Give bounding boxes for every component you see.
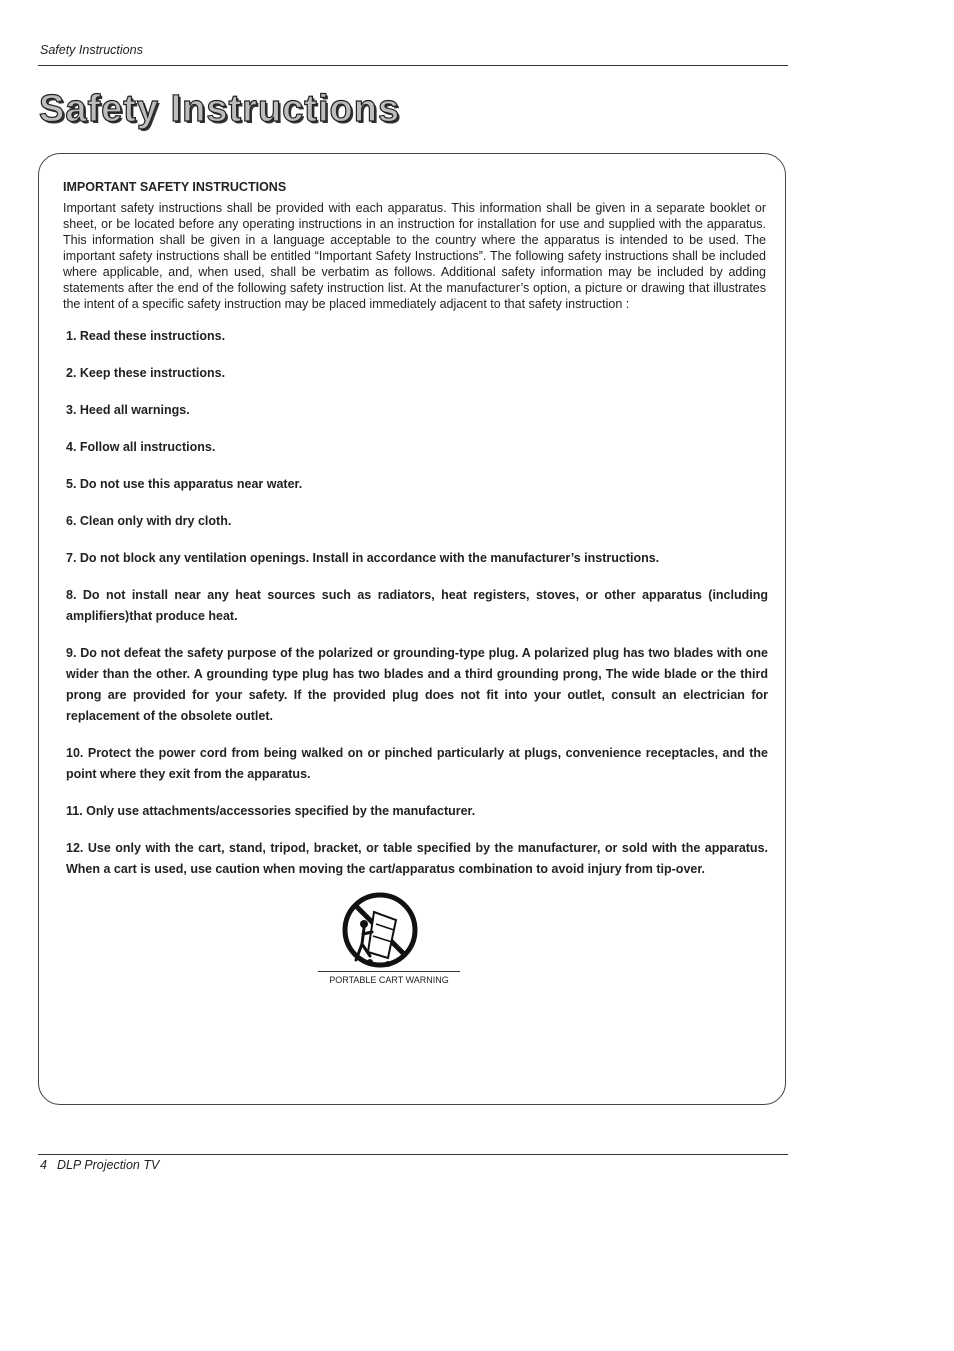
instruction-item: 8. Do not install near any heat sources such as radiators, heat registers, stoves, or other apparatus (including amplifiers)that produce heat. [66,588,768,623]
footer-divider [38,1154,788,1155]
intro-paragraph: Important safety instructions shall be provided with each apparatus. This information shall be given in a separate booklet or sheet, or be located before any operating instructions in an instruction for installation for use and supplied with the apparatus. This information shall be given in a language acceptable to the country where the apparatus is intended to be used. The important safety instructions shall be entitled “Important Safety Instructions”. The following safety instructions shall be included where applicable, and, when used, shall be verbatim as follows. Additional safety information may be included by adding statements after the end of the following safety instruction list. At the manufacturer’s option, a picture or drawing that illustrates the intent of a specific safety instruction may be placed immediately adjacent to that safety instruction : [63,201,766,311]
running-header: Safety Instructions [40,43,143,57]
figure-caption: PORTABLE CART WARNING [329,975,449,985]
instruction-item: 2. Keep these instructions. [66,366,226,380]
instruction-item: 7. Do not block any ventilation openings. Install in accordance with the manufacturer’s instructions. [66,551,660,565]
header-divider [38,65,788,66]
cart-warning-figure [318,890,460,990]
page-title: Safety Instructions [39,88,401,130]
page-number: 4 [40,1158,47,1172]
instruction-item: 3. Heed all warnings. [66,403,190,417]
portable-cart-warning-icon [318,890,460,972]
figure-underline [318,971,460,972]
intro-heading: IMPORTANT SAFETY INSTRUCTIONS [63,180,287,194]
instruction-item: 10. Protect the power cord from being walked on or pinched particularly at plugs, convenience receptacles, and the point where they exit from the apparatus. [66,746,768,781]
instruction-list [66,326,768,896]
running-footer [40,1158,169,1172]
instruction-item: 12. Use only with the cart, stand, tripod, bracket, or table specified by the manufacturer, or sold with the apparatus. When a cart is used, use caution when moving the cart/apparatus combination to avoid injury from tip-over. [66,841,768,876]
instruction-item: 6. Clean only with dry cloth. [66,514,232,528]
instruction-item: 11. Only use attachments/accessories specified by the manufacturer. [66,804,476,818]
instruction-item: 1. Read these instructions. [66,329,226,343]
instruction-item: 4. Follow all instructions. [66,440,216,454]
instruction-item: 9. Do not defeat the safety purpose of the polarized or grounding-type plug. A polarized plug has two blades with one wider than the other. A grounding type plug has two blades and a third grounding prong, The wide blade or the third prong are provided for your safety. If the provided plug does not fit into your outlet, consult an electrician for replacement of the obsolete outlet. [66,646,768,723]
product-name: DLP Projection TV [56,1158,160,1172]
instruction-item: 5. Do not use this apparatus near water. [66,477,303,491]
